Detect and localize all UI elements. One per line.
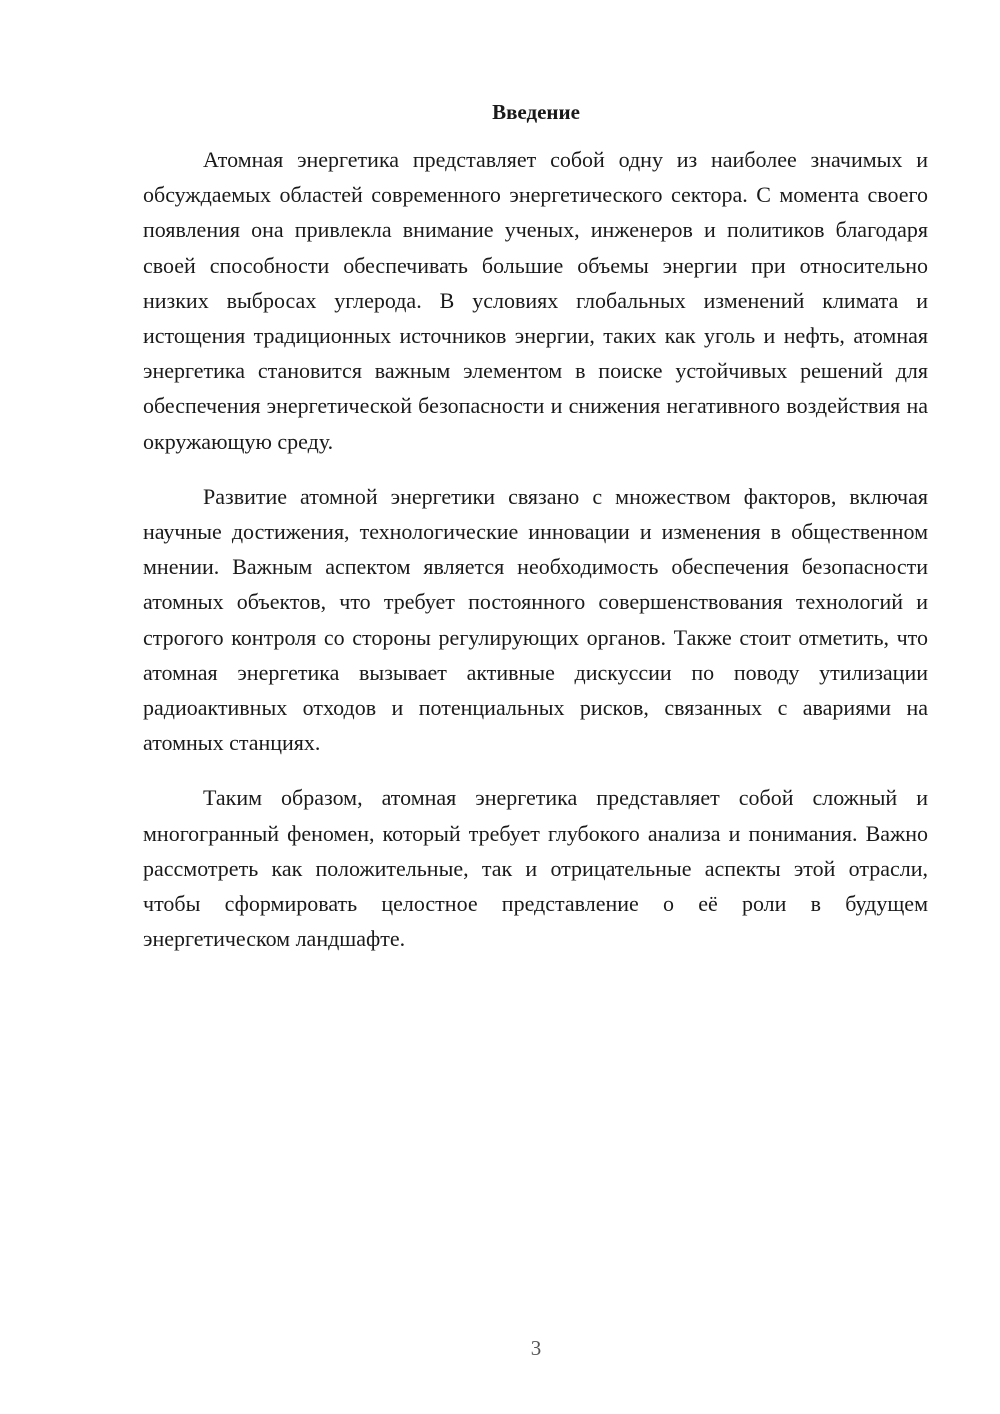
page-number: 3 [530, 1336, 542, 1360]
paragraph-3: Таким образом, атомная энергетика представляет собой сложный и многогранный феномен, который требует глубокого анализа и понимания. Важно рассмотреть как положительные, так и отрицательные аспекты этой отрасли, чтобы сформировать целостное представление о её роли в будущем энергетическом ландшафте. [143, 785, 928, 952]
paragraph-2: Развитие атомной энергетики связано с множеством факторов, включая научные достижения, технологические инновации и изменения в общественном мнении. Важным аспектом является необходимость обеспечения безопасности атомных объектов, что требует постоянного совершенствования технологий и строгого контроля со стороны регулирующих органов. Также стоит отметить, что атомная энергетика вызывает активные дискуссии по поводу утилизации радиоактивных отходов и потенциальных рисков, связанных с авариями на атомных станциях. [143, 483, 928, 756]
document-body [143, 142, 928, 976]
section-heading: Введение [492, 100, 580, 124]
paragraph-1: Атомная энергетика представляет собой одну из наиболее значимых и обсуждаемых областей современного энергетического сектора. С момента своего появления она привлекла внимание ученых, инженеров и политиков благодаря своей способности обеспечивать большие объемы энергии при относительно низких выбросах углерода. В условиях глобальных изменений климата и истощения традиционных источников энергии, таких как уголь и нефть, атомная энергетика становится важным элементом в поиске устойчивых решений для обеспечения энергетической безопасности и снижения негативного воздействия на окружающую среду. [143, 147, 928, 454]
